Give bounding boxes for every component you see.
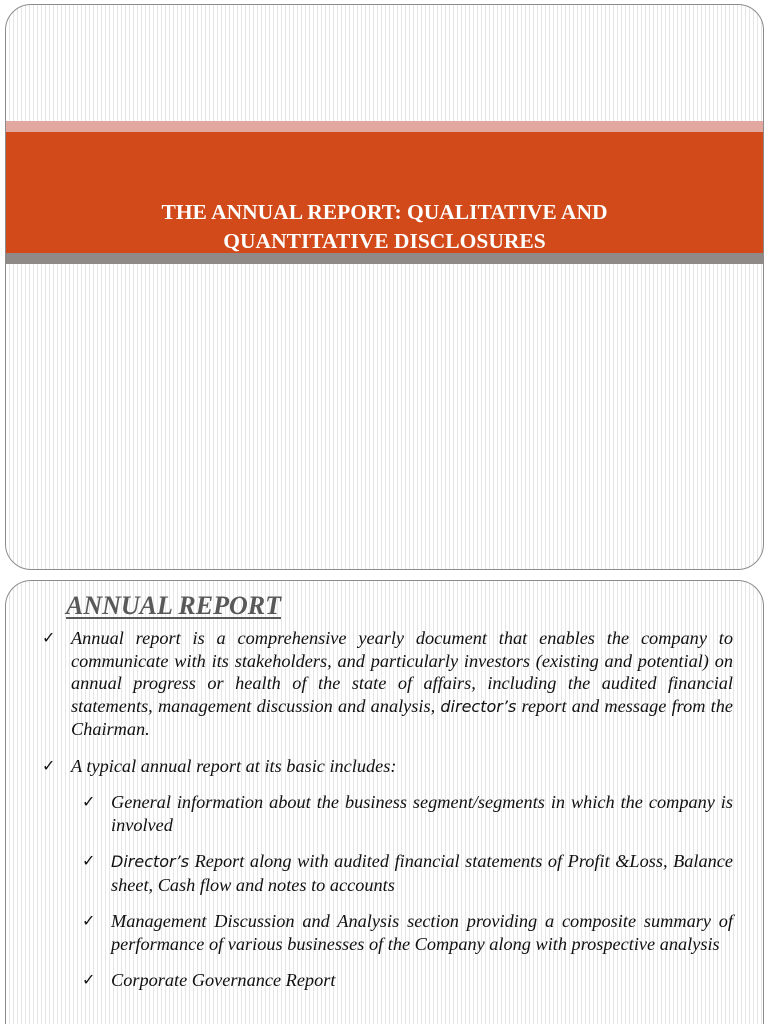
title-slide	[5, 4, 764, 570]
sub-bullet-item	[76, 910, 733, 955]
sub-bullet-text: Corporate Governance Report	[111, 970, 336, 990]
slide-title-line-1: THE ANNUAL REPORT: QUALITATIVE AND	[161, 200, 608, 224]
sub-bullet-term: Director’s	[111, 852, 190, 871]
check-icon: ✓	[82, 911, 96, 930]
check-icon: ✓	[82, 851, 96, 870]
check-icon: ✓	[42, 628, 56, 647]
sub-bullet-text: General information about the business segment/segments in which the company is involved	[111, 792, 733, 835]
sub-bullet-text: Management Discussion and Analysis section providing a composite summary of performance of various businesses of the Company along with prospective analysis	[111, 911, 733, 954]
bullet-item	[36, 755, 733, 778]
bullet-term: director’s	[440, 696, 517, 716]
content-slide	[5, 580, 764, 1024]
check-icon: ✓	[42, 755, 56, 775]
bullet-text-tail: report and message from the Chairman.	[71, 695, 733, 739]
section-heading: ANNUAL REPORT	[66, 591, 281, 620]
check-icon: ✓	[82, 792, 96, 811]
sub-bullet-item	[76, 850, 733, 896]
title-band-top-stripe	[6, 121, 763, 132]
sub-bullet-item	[76, 791, 733, 836]
bullet-item	[36, 627, 733, 741]
slide-title-line-2: QUANTITATIVE DISCLOSURES	[223, 229, 546, 253]
sub-bullet-item	[76, 969, 733, 992]
bullet-list	[36, 627, 733, 1006]
sub-bullet-text: Report along with audited financial statements of Profit &Loss, Balance sheet, Cash flow and notes to accounts	[111, 851, 733, 895]
slide-title	[6, 198, 763, 256]
bullet-text: A typical annual report at its basic includes:	[71, 755, 397, 776]
bullet-text: Annual report is a comprehensive yearly document that enables the company to communicate with its stakeholders, and particularly investors (existing and potential) on annual progress or health of the state of affairs, including the audited financial statements, management discussion and analysis,	[71, 628, 733, 716]
check-icon: ✓	[82, 970, 96, 989]
